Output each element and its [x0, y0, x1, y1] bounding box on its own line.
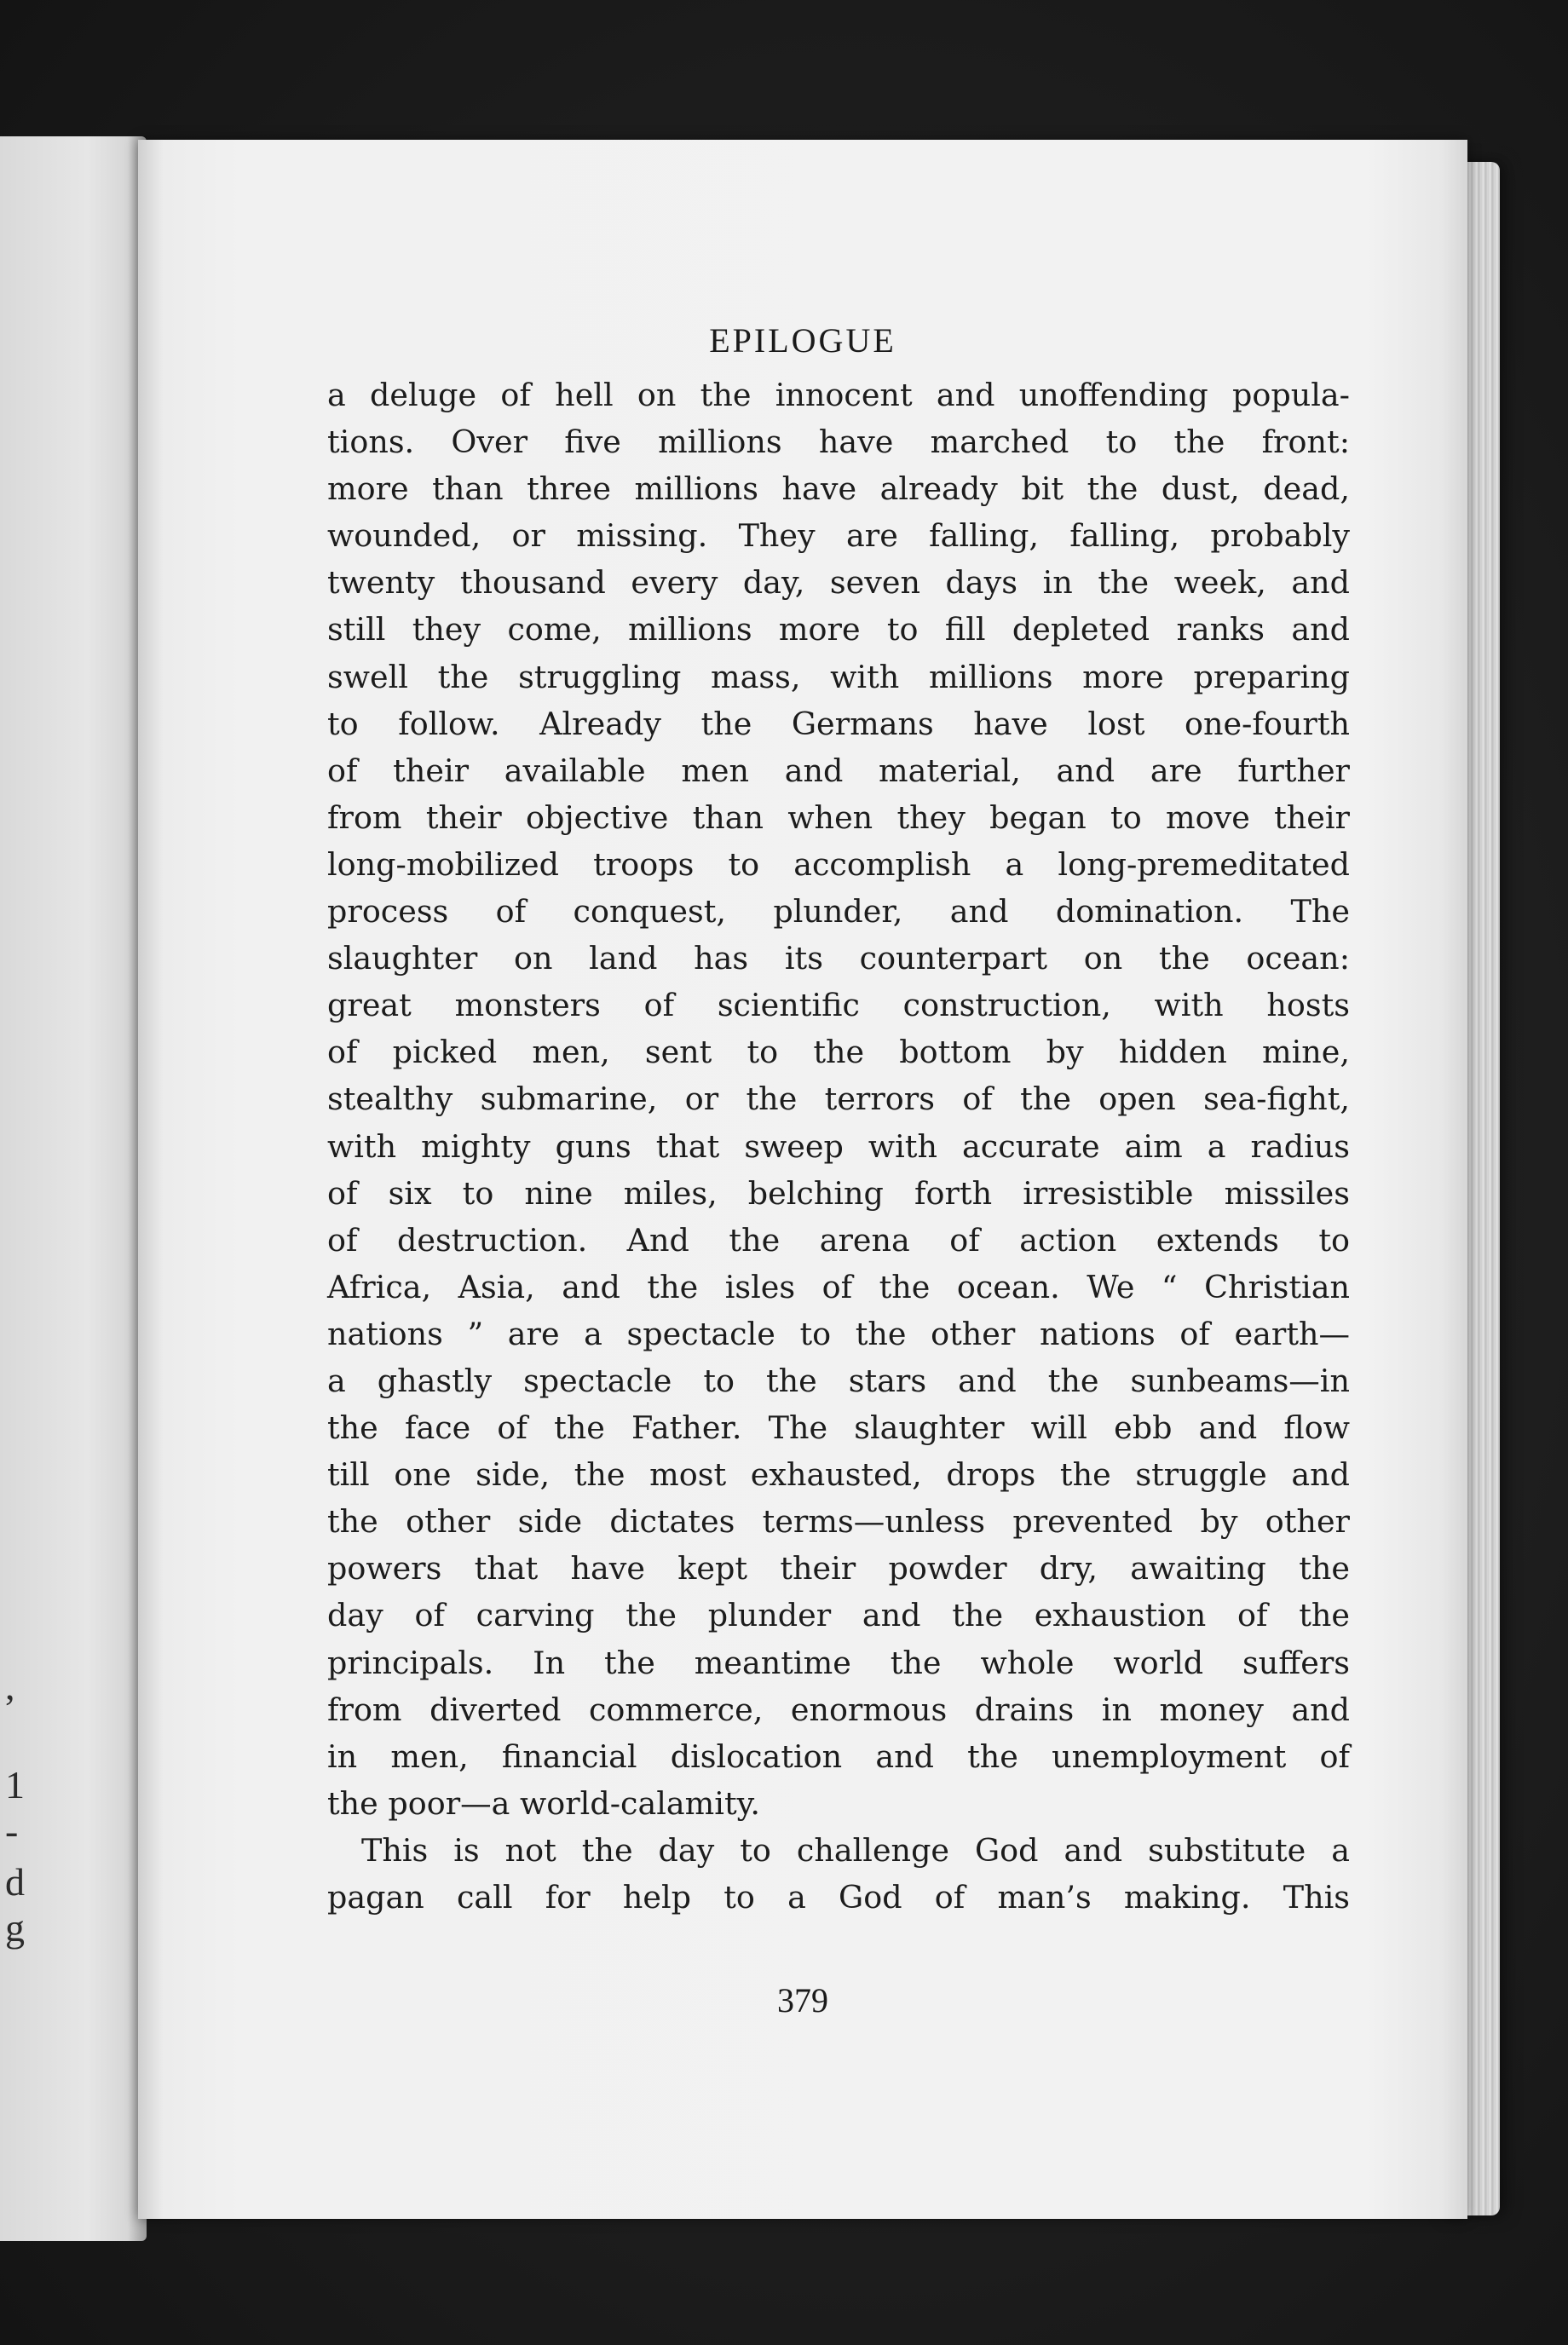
book-page: [138, 140, 1467, 2219]
text-line: slaughter on land has its counterpart on the ocean:: [327, 940, 1350, 977]
text-line: from their objective than when they began to move their: [327, 798, 1350, 836]
text-line: stealthy submarine, or the terrors of the open sea-fight,: [327, 1080, 1350, 1118]
facing-page-fragment: d: [5, 1860, 25, 1904]
text-line: the poor—a world-calamity.: [327, 1784, 761, 1822]
text-line: of picked men, sent to the bottom by hidden mine,: [327, 1034, 1350, 1071]
text-line: great monsters of scientific construction, with hosts: [327, 987, 1350, 1024]
text-line: the other side dictates terms—unless prevented by other: [327, 1503, 1350, 1541]
text-line: tions. Over five millions have marched to the front:: [327, 423, 1350, 461]
text-line: till one side, the most exhausted, drops the struggle and: [327, 1456, 1350, 1494]
text-line: wounded, or missing. They are falling, falling, probably: [327, 517, 1350, 555]
text-line: nations ” are a spectacle to the other nations of earth—: [327, 1315, 1350, 1352]
text-line: of destruction. And the arena of action extends to: [327, 1221, 1350, 1259]
text-line: to follow. Already the Germans have lost one-fourth: [327, 705, 1350, 742]
text-line: in men, financial dislocation and the unemployment of: [327, 1737, 1350, 1775]
text-line: the face of the Father. The slaughter will ebb and flow: [327, 1409, 1350, 1447]
text-line: process of conquest, plunder, and domination. The: [327, 893, 1350, 931]
text-line: powers that have kept their powder dry, awaiting the: [327, 1550, 1350, 1587]
facing-page-fragment: g: [5, 1906, 25, 1950]
facing-page-fragment: -: [5, 1809, 19, 1852]
text-line: a ghastly spectacle to the stars and the sunbeams—in: [327, 1362, 1350, 1399]
text-line: of their available men and material, and are further: [327, 752, 1350, 789]
text-line: long-mobilized troops to accomplish a long-premeditated: [327, 845, 1350, 883]
body-text: [327, 372, 1350, 1921]
page-number: 379: [777, 1981, 828, 2019]
text-line: still they come, millions more to fill depleted ranks and: [327, 611, 1350, 648]
text-line: of six to nine miles, belching forth irresistible missiles: [327, 1174, 1350, 1212]
text-line: with mighty guns that sweep with accurate aim a radius: [327, 1127, 1350, 1165]
text-line: This is not the day to challenge God and substitute a: [361, 1831, 1350, 1869]
text-line: day of carving the plunder and the exhaustion of the: [327, 1597, 1350, 1634]
text-line: from diverted commerce, enormous drains in money and: [327, 1691, 1350, 1728]
running-head: EPILOGUE: [709, 321, 896, 360]
text-line: principals. In the meantime the whole world suffers: [327, 1644, 1350, 1681]
text-line: pagan call for help to a God of man’s making. This: [327, 1879, 1350, 1916]
text-line: a deluge of hell on the innocent and unoffending popula-: [327, 377, 1350, 413]
text-line: Africa, Asia, and the isles of the ocean. We “ Christian: [327, 1268, 1350, 1305]
text-line: swell the struggling mass, with millions more preparing: [327, 658, 1350, 695]
facing-page-fragment: ,: [5, 1664, 15, 1708]
facing-page-fragment: 1: [5, 1763, 25, 1806]
text-line: twenty thousand every day, seven days in the week, and: [327, 564, 1350, 602]
text-line: more than three millions have already bit the dust, dead,: [327, 470, 1350, 508]
